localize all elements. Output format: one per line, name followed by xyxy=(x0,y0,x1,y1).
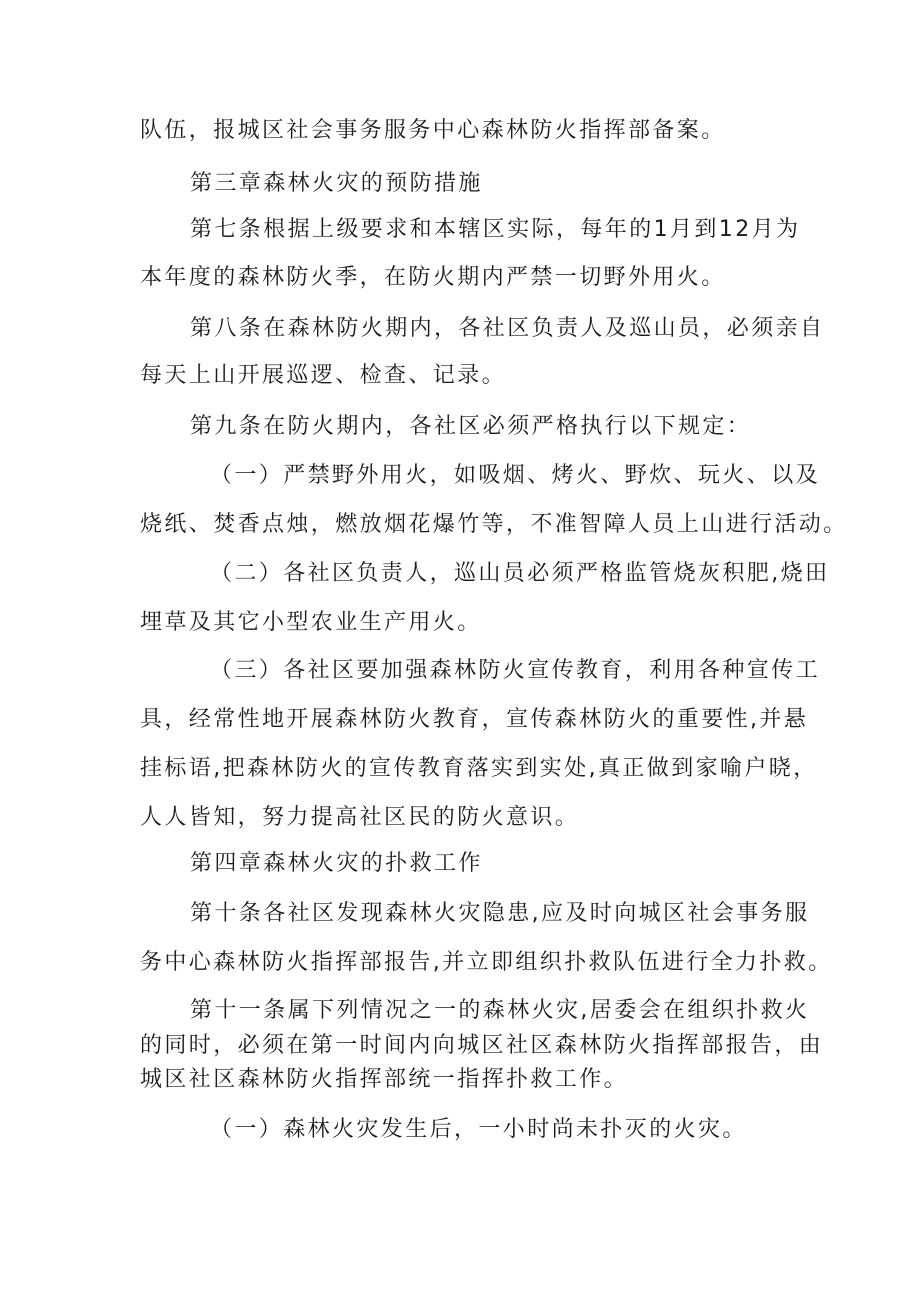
list-item-line: （一）森林火灾发生后，一小时尚未扑灭的火灾。 xyxy=(210,1117,747,1142)
text-line: 具，经常性地开展森林防火教育，宣传森林防火的重要性,并悬 xyxy=(140,707,809,732)
list-item-line: （三）各社区要加强森林防火宣传教育，利用各种宣传工 xyxy=(210,658,821,683)
text-line: 第九条在防火期内，各社区必须严格执行以下规定： xyxy=(190,414,752,439)
text-line: 第十条各社区发现森林火灾隐患,应及时向城区社会事务服 xyxy=(190,901,810,926)
text-line: 第八条在森林防火期内，各社区负责人及巡山员，必须亲自 xyxy=(190,316,825,341)
list-item-line: （二）各社区负责人，巡山员必须严格监管烧灰积肥,烧田 xyxy=(210,561,830,586)
text-line: 人人皆知，努力提高社区民的防火意识。 xyxy=(140,805,580,830)
text-line: 每天上山开展巡逻、检查、记录。 xyxy=(140,363,507,388)
text-line: 第十一条属下列情况之一的森林火灾,居委会在组织扑救火 xyxy=(190,998,810,1023)
list-item-line: （一）严禁野外用火，如吸烟、烤火、野炊、玩火、以及 xyxy=(210,463,821,488)
text-line: 第七条根据上级要求和本辖区实际，每年的1月到12月为 xyxy=(190,217,801,242)
text-line: 城区社区森林防火指挥部统一指挥扑救工作。 xyxy=(140,1067,629,1092)
text-line: 挂标语,把森林防火的宣传教育落实到实处,真正做到家喻户晓， xyxy=(140,756,818,781)
text-line: 的同时，必须在第一时间内向城区社区森林防火指挥部报告，由 xyxy=(140,1033,824,1058)
text-line: 本年度的森林防火季，在防火期内严禁一切野外用火。 xyxy=(140,265,726,290)
text-line: 队伍，报城区社会事务服务中心森林防火指挥部备案。 xyxy=(140,118,726,143)
text-line: 埋草及其它小型农业生产用火。 xyxy=(140,610,482,635)
text-line: 烧纸、焚香点烛，燃放烟花爆竹等，不准智障人员上山进行活动。 xyxy=(140,512,848,537)
chapter-heading: 第三章森林火灾的预防措施 xyxy=(190,171,483,196)
chapter-heading: 第四章森林火灾的扑救工作 xyxy=(190,851,483,876)
text-line: 务中心森林防火指挥部报告,并立即组织扑救队伍进行全力扑救。 xyxy=(140,950,833,975)
